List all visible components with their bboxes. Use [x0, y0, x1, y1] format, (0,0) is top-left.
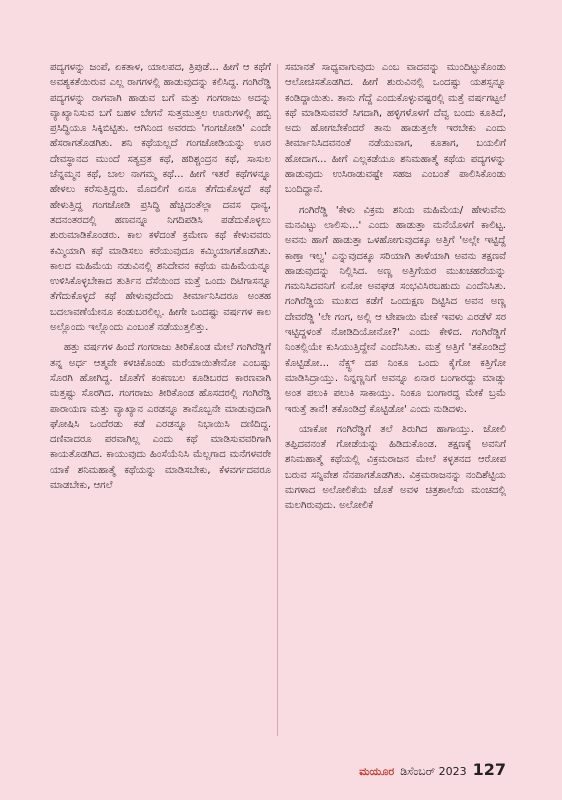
paragraph: ಪದ್ಯಗಳನ್ನು ಜಂಪೆ, ಏಕತಾಳ, ಯಾಲಪದ, ತ್ರಿಪುಡೆ... ಹೀಗೆ ಆ ಕಥೆಗೆ ಅವಶ್ಯಕತೆಯಿರುವ ಎಲ್ಲ ರಾಗಗಳಲ್ಲಿ ಹಾಡುವುದನ್ನು ಕಲಿಸಿದ್ದ. ಗಂಗಿರೆಡ್ಡಿ ಪದ್ಯಗಳನ್ನು ರಾಗವಾಗಿ ಹಾಡುವ ಬಗೆ ಮತ್ತು ಗಂಗರಾಜು ಅದನ್ನು ವ್ಯಾಖ್ಯಾನಿಸುವ ಬಗೆ ಬಹಳ ಬೇಗನೆ ಸುತ್ತಮುತ್ತಲ ಊರುಗಳಲ್ಲಿ ಹಬ್ಬಿ ಪ್ರಸಿದ್ಧಿಯೂ ಸಿಕ್ಕಿಬಿಟ್ಟಿತು. ಆಗಿನಿಂದ ಅವರದು 'ಗಂಗಜೋಡಿ' ಎಂದೇ ಹೆಸರಾಗತೊಡಗಿತು. ಶನಿ ಕಥೆಯಲ್ಲದೆ ಗಂಗಜೋಡಿಯನ್ನು ಊರ ದೇವಸ್ಥಾನದ ಮುಂದೆ ಸತ್ಯವ್ರತ ಕಥೆ, ಹರಿಶ್ಚಂದ್ರನ ಕಥೆ, ಸಾಸುಲ ಚೆನ್ನಮ್ಮನ ಕಥೆ, ಬಾಲ ನಾಗಮ್ಮ ಕಥೆ... ಹೀಗೆ ಇತರೆ ಕಥೆಗಳನ್ನೂ ಹೇಳಲು ಕರೆಸುತ್ತಿದ್ದರು. ಮೊದಲಿಗೆ ಏನೂ ತೆಗೆದುಕೊಳ್ಳದೆ ಕಥೆ ಹೇಳುತ್ತಿದ್ದ ಗಂಗಜೋಡಿ ಪ್ರಸಿದ್ಧಿ ಹೆಚ್ಚಿದಂತೆಲ್ಲಾ ದವಸ ಧಾನ್ಯ, ತದನಂತರದಲ್ಲಿ ಹಣವನ್ನೂ ನಿಗದಿಪಡಿಸಿ ಪಡೆದುಕೊಳ್ಳಲು ಶುರುಮಾಡಿಕೊಂಡರು. ಕಾಲ ಕಳೆದಂತೆ ಕ್ರಮೇಣ ಕಥೆ ಕೇಳುವವರು ಕಮ್ಮಿಯಾಗಿ ಕಥೆ ಮಾಡಿಸಲು ಕರೆಯುವುದೂ ಕಮ್ಮಿಯಾಗತೊಡಗಿತು. ಕಾಲದ ಮಹಿಮೆಯ ನಡುವಿನಲ್ಲಿ ಶನಿದೇವನ ಕಥೆಯ ಮಹಿಮೆಯನ್ನೂ ಉಳಿಸಿಕೊಳ್ಳಬೇಕಾದ ತುರ್ತಿನ ದೆಸೆಯಿಂದ ಮತ್ತೆ ಒಂದು ದಿಟಿಗಾಸನ್ನೂ ತೆಗೆದುಕೊಳ್ಳದೆ ಕಥೆ ಹೇಳುವುದೆಂದು ತೀರ್ಮಾನಿಸಿದರೂ ಅಂತಹ ಬದಲಾವಣೆಯೇನೂ ಕಂಡುಬರಲಿಲ್ಲ. ಹೀಗೇ ಒಂದಷ್ಟು ವರ್ಷಗಳ ಕಾಲ ಅಲ್ಲೊಂದು ಇಲ್ಲೊಂದು ಎಂಬಂತೆ ನಡೆಯುತ್ತಲಿತ್ತು.	[50, 62, 271, 334]
paragraph: ಸಮಾನತೆ ಸಾಧ್ಯವಾಗುವುದು ಎಂಬ ವಾದವನ್ನು ಮುಂದಿಟ್ಟುಕೊಂಡು ಆಲೋಚಿಸತೊಡಗಿದ. ಹೀಗೆ ಶುರುವಿನಲ್ಲಿ ಒಂದಷ್ಟು ಯಶಸ್ಸನ್ನೂ ಕಂಡಿದ್ದಾಯಿತು. ತಾನು ಗೆದ್ದೆ ಎಂದುಕೊಳ್ಳುವಷ್ಟರಲ್ಲಿ ಮತ್ತೆ ವರ್ಷಗಟ್ಟಲೆ ಕಥೆ ಮಾಡಿಸುವವರೆ ಸಿಗದಾಗಿ, ಹಳ್ಳಿಗಳೊಳಗೆ ದೆವ್ವ ಬಂದು ಕೂತಿದೆ, ಅದು ಹೋಗಬೇಕೆಂದರೆ ತಾನು ಹಾಡುತ್ತಲೇ ಇರಬೇಕು ಎಂದು ತೀರ್ಮಾನಿಸಿದವನಂತೆ ನಡೆಯುವಾಗ, ಕೂತಾಗ, ಬಯಲಿಗೆ ಹೋದಾಗ... ಹೀಗೆ ಎಲ್ಲಕಡೆಯೂ ಶನಿಮಹಾತ್ಮೆ ಕಥೆಯ ಪದ್ಯಗಳನ್ನು ಹಾಡುವುದು ಉಸಿರಾಡುವಷ್ಟೇ ಸಹಜ ಎಂಬಂತೆ ಪಾಲಿಸಿಕೊಂಡು ಬಂದಿದ್ದಾನೆ.	[285, 62, 506, 196]
paragraph: ಹತ್ತು ವರ್ಷಗಳ ಹಿಂದೆ ಗಂಗರಾಜು ತೀರಿಕೊಂಡ ಮೇಲೆ ಗಂಗಿರೆಡ್ಡಿಗೆ ತನ್ನ ಅರ್ಧ ಆತ್ಮವೇ ಕಳಚಿಕೊಂಡು ಮರೆಯಾಯಿತೇನೋ ಎಂಬಷ್ಟು ಸೊರಗಿ ಹೋಗಿದ್ದ. ಜೊತೆಗೆ ಕಂಕಣಬಲ ಕೂಡಿಬರದ ಕಾರಣವಾಗಿ ಮತ್ತಷ್ಟು ಸೊರಗಿದ. ಗಂಗರಾಜು ತೀರಿಕೊಂಡ ಹೊಸದರಲ್ಲಿ ಗಂಗಿರೆಡ್ಡಿ ಪಾರಾಯಣ ಮತ್ತು ವ್ಯಾಖ್ಯಾನ ಎರಡನ್ನೂ ತಾನೊಬ್ಬನೇ ಮಾಡುವುದಾಗಿ ಘೋಷಿಸಿ ಒಂದೆರಡು ಕಡೆ ಎರಡನ್ನೂ ನಿಭಾಯಿಸಿ ದಣಿದಿದ್ದ. ದಣಿವಾದರೂ ಪರವಾಗಿಲ್ಲ ಎಂದು ಕಥೆ ಮಾಡಿಸುವವರಿಗಾಗಿ ಕಾಯತೊಡಗಿದ. ಕಾಯುವುದು ಹಿಂಸೆಯೆನಿಸಿ ಮೆಲ್ಲಗಾದ ಮನೆಗಳವರೇ ಯಾಕೆ ಶನಿಮಹಾತ್ಮೆ ಕಥೆಯನ್ನು ಮಾಡಿಸಬೇಕು, ಕೆಳವರ್ಗದವರೂ ಮಾಡಬೇಕು, ಆಗಲೆ	[50, 342, 271, 492]
right-column	[285, 60, 506, 740]
column-divider	[277, 64, 278, 736]
left-column	[50, 60, 271, 740]
paragraph: ಗಂಗಿರೆಡ್ಡಿ 'ಕೇಳು ವಿಕ್ರಮ ಶನಿಯ ಮಹಿಮೆಯ/ ಹೇಳುವೆನು ಮನವಿಟ್ಟು ಲಾಲಿಸು...' ಎಂದು ಹಾಡುತ್ತಾ ಮನೆಯೊಳಗೆ ಕಾಲಿಟ್ಟ. ಅವನು ಹಾಗೆ ಹಾಡುತ್ತಾ ಒಳಹೋಗುವುದಕ್ಕೂ ಅತ್ತಿಗೆ 'ಅಲ್ಲೇ ಇಟ್ಟಿದ್ದೆ ಕಾಣ್ತಾ ಇಲ್ವ' ಎನ್ನುವುದಕ್ಕೂ ಸರಿಯಾಗಿ ತಾಳೆಯಾಗಿ ಅವನು ತಕ್ಷಣವೆ ಹಾಡುವುದನ್ನು ನಿಲ್ಲಿಸಿದ. ಅಣ್ಣ ಅತ್ತಿಗೆಯರ ಮುಖಚಹರೆಯನ್ನು ಗಮನಿಸಿದವನಿಗೆ ಏನೋ ಅವಘಡ ಸಂಭವಿಸಿರಬಹುದು ಎಂದೆನಿಸಿತು. ಗಂಗಿರೆಡ್ಡಿಯ ಮುಖದ ಕಡೆಗೆ ಒಂದುಕ್ಷಣ ದಿಟ್ಟಿಸಿದ ಅವನ ಅಣ್ಣ ದೇವರೆಡ್ಡಿ 'ಲೇ ಗಂಗ, ಅಲ್ಲಿ ಆ ಟೇಪಾಯಿ ಮೇಕೆ ಇವಳು ಎರಡೆಳೆ ಸರ ಇಟ್ಟಿದ್ದಳಂತೆ ನೋಡಿದಿಯೋನೋ?' ಎಂದು ಕೇಳಿದ. ಗಂಗಿರೆಡ್ಡಿಗೆ ನಿಂತಲ್ಲಿಯೇ ಕುಸಿಯುತ್ತಿದ್ದೇನೆ ಎಂದೆನಿಸಿತು. ಮತ್ತೆ ಅತ್ತಿಗೆ 'ತಕೊಂಡಿದ್ರೆ ಕೊಟ್ಟಿಡೋ... ನೆಕ್ಸ್ಟ್ ದಪ ನಿಂಕೂ ಒಂದು ಕೈಗೋ ಕತ್ತಿಗೋ ಮಾಡಿಸಿದ್ರಾಯ್ತು. ನಿನ್ನಣ್ಣನಿಗೆ ಅವನ್ನೂ ಏನಾರ ಬಂಗಾರದ್ದು ಮಾಡ್ಸು ಅಂತ ಪಲುಕಿ ಪಲುಕಿ ಸಾಕಾಯ್ತು. ನಿಂಕೂ ಬಂಗಾರದ್ದ ಮೇಕೆ ಬ್ರಮೆ ಇರುತ್ತೆ ತಾನೆ! ತಕೊಂಡಿದ್ರೆ ಕೊಟ್ಟಿಡೋ' ಎಂದು ನುಡಿದಳು.	[285, 204, 506, 415]
article-body	[50, 60, 506, 740]
paragraph: ಯಾಕೋ ಗಂಗಿರೆಡ್ಡಿಗೆ ತಲೆ ತಿರುಗಿದ ಹಾಗಾಯ್ತು. ಜೋಲಿ ತಪ್ಪಿದವನಂತೆ ಗೋಡೆಯನ್ನು ಹಿಡಿದುಕೊಂಡ. ತಕ್ಷಣಕ್ಕೆ ಅವನಿಗೆ ಶನಿಮಹಾತ್ಮೆ ಕಥೆಯಲ್ಲಿ ವಿಕ್ರಮರಾಜನ ಮೇಲೆ ಕಳ್ಳತನದ ಆರೋಪ ಬರುವ ಸನ್ನಿವೇಶ ನೆನಪಾಗತೊಡಗಿತು. ವಿಕ್ರಮರಾಜನನ್ನು ನಂದಿಶೆಟ್ಟಿಯ ಮಗಳಾದ ಅಲೋಲಿಕೆಯ ಜೊತೆ ಅವಳ ಚಿತ್ರಶಾಲೆಯ ಮಂಚದಲ್ಲಿ ಮಲಗಿರುವುದು. ಅಲೋಲಿಕೆ	[285, 423, 506, 512]
issue-date: ಡಿಸೆಂಬರ್ 2023	[400, 765, 467, 778]
magazine-name: ಮಯೂರ	[359, 765, 395, 778]
page-footer	[359, 760, 506, 779]
page-number: 127	[472, 760, 506, 779]
